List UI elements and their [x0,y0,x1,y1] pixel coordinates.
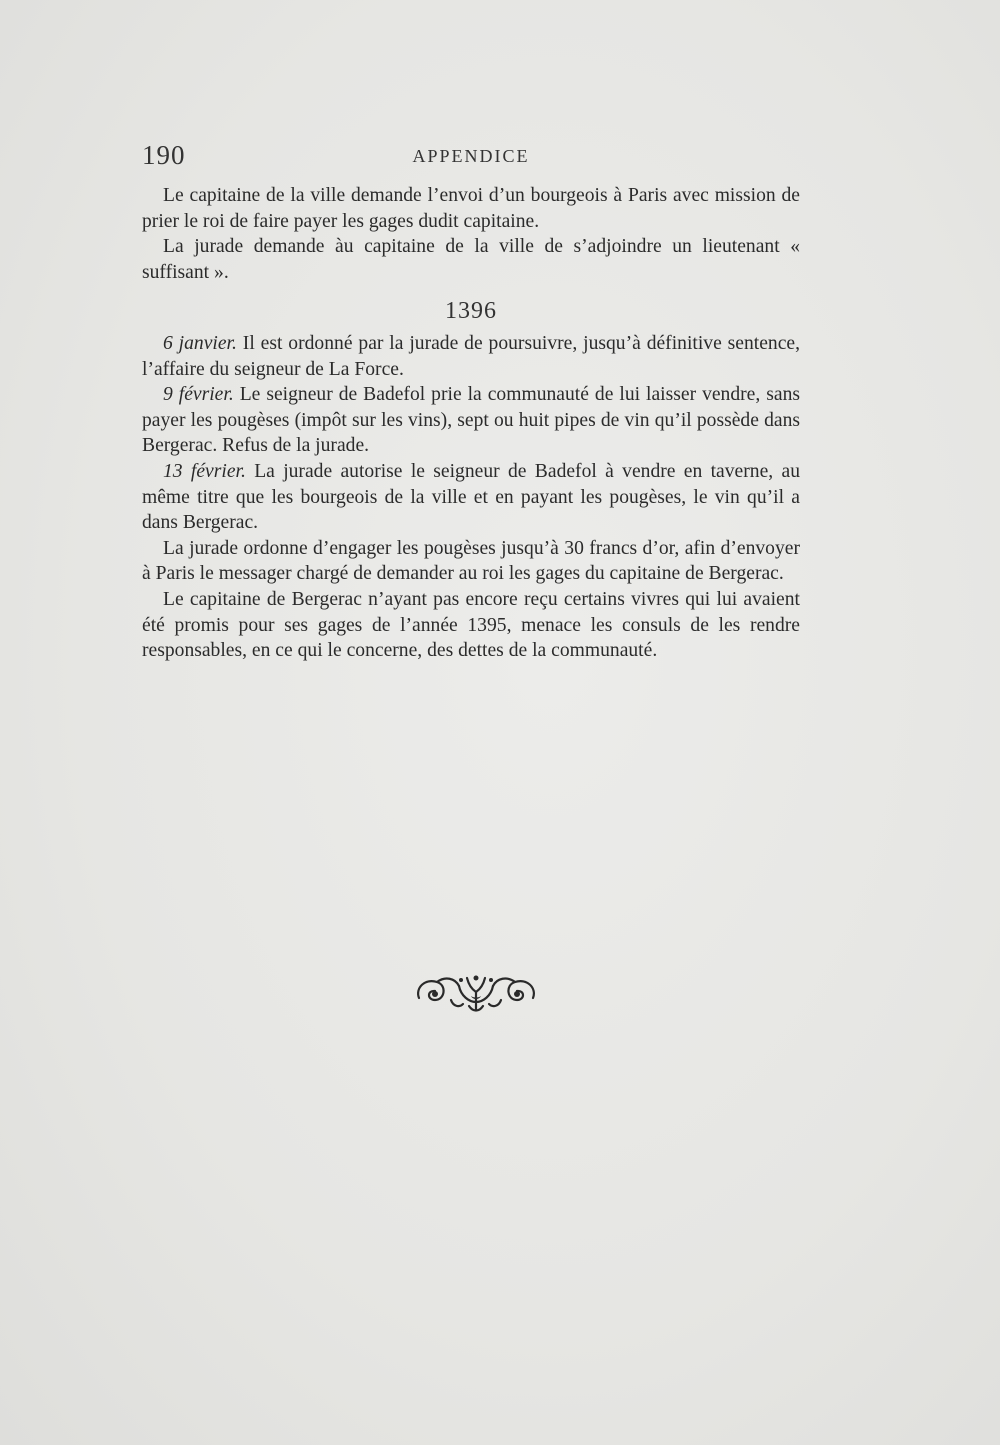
entry-date: 13 février. [163,460,246,482]
page-header [142,140,800,174]
page-number: 190 [142,140,186,170]
dated-entry [142,382,800,459]
dated-entry [142,459,800,536]
entry-date: 6 janvier. [163,332,237,354]
entry-text: La jurade autorise le seigneur de Badefol à vendre en taverne, au même titre que les bourgeois de la ville et en payant les pougèses, le vin qu’il a dans Bergerac. [142,460,800,534]
body-text [142,183,800,664]
paragraph: La jurade ordonne d’engager les pougèses jusqu’à 30 francs d’or, afin d’envoyer à Paris le messager chargé de demander au roi les gages du capitaine de Bergerac. [142,537,800,585]
fleuron-ornament-icon [411,970,541,1016]
entry-text: Il est ordonné par la jurade de poursuivre, jusqu’à définitive sentence, l’affaire du seigneur de La Force. [142,332,801,380]
paragraph: La jurade demande àu capitaine de la ville de s’adjoindre un lieutenant « suffisant ». [142,236,800,283]
entry-text: Le seigneur de Badefol prie la communauté de lui laisser vendre, sans payer les pougèses (impôt sur les vins), sept ou huit pipes de vin qu’il possède dans Bergerac. Refus de la jurade. [142,384,800,457]
year-heading: 1396 [445,298,497,325]
paragraph: Le capitaine de la ville demande l’envoi d’un bourgeois à Paris avec mission de prier le roi de faire payer les gages dudit capitaine. [142,185,800,232]
running-head: APPENDICE [412,146,530,166]
entry-date: 9 février. [163,384,234,406]
dated-entry [142,331,800,382]
paragraph: Le capitaine de Bergerac n’ayant pas encore reçu certains vivres qui lui avaient été promis pour ses gages de l’année 1395, menace les consuls de les rendre responsables, en ce qui le concerne, des dettes de la communauté. [142,588,800,662]
